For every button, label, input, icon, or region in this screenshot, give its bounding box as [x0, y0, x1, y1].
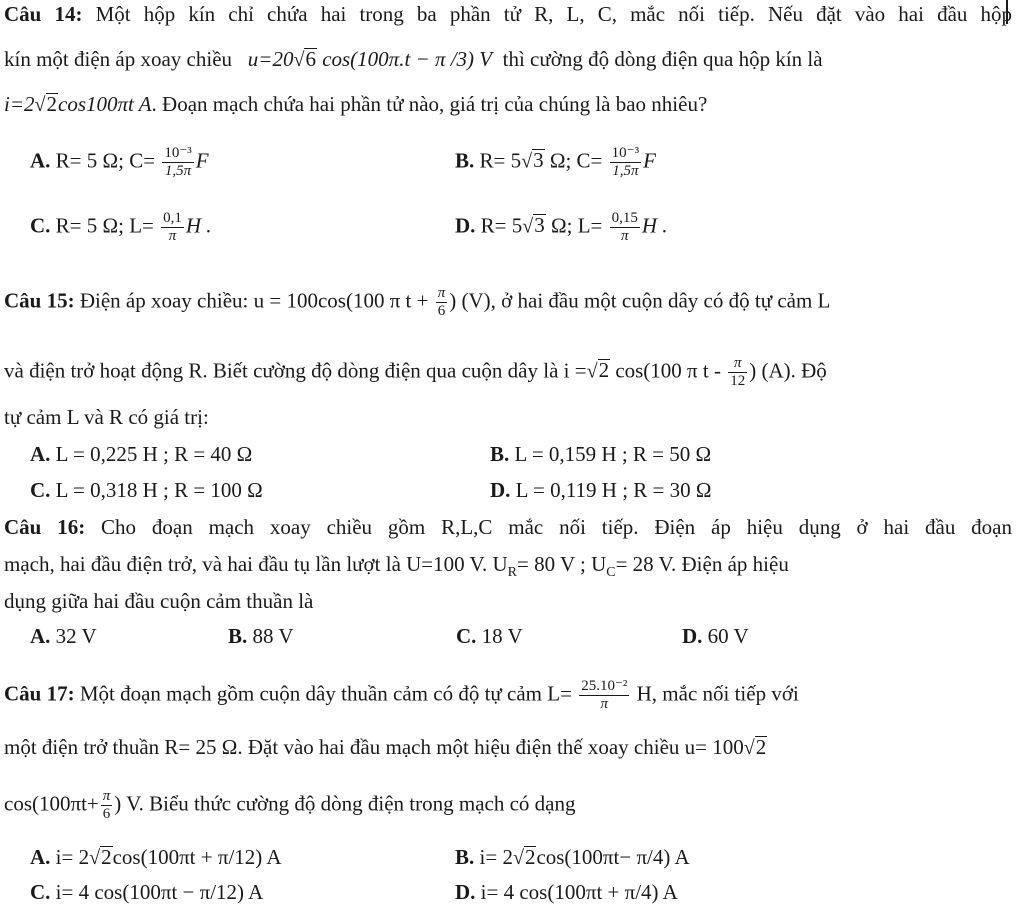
q14-option-b[interactable]	[455, 145, 656, 180]
fraction-num: 10⁻³	[164, 145, 192, 161]
fraction	[579, 678, 629, 713]
fraction	[101, 788, 113, 823]
q14-u-sqrt: 6	[305, 47, 316, 71]
q14-i-expr-b: cos100πt A	[58, 92, 152, 116]
sqrt-icon: √	[586, 360, 598, 383]
option-text: R= 5	[479, 148, 522, 173]
q17-text2a: một điện trở thuần R= 25 Ω. Đặt vào hai đầu mạch một hiệu điện thế xoay chiều u= 100	[4, 735, 744, 759]
option-text: L = 0,225 H ; R = 40 Ω	[55, 442, 253, 466]
fraction-den: π	[168, 228, 177, 244]
option-text: Ω; C=	[549, 148, 603, 173]
option-text: cos(100πt− π/4) A	[536, 845, 690, 869]
fraction-den: 1,5π	[612, 163, 639, 179]
q15-option-d[interactable]	[490, 478, 712, 502]
fraction-num: 0,1	[163, 210, 182, 226]
q16-option-d[interactable]	[682, 624, 749, 648]
q14-option-c[interactable]	[30, 210, 212, 245]
q15-label: Câu 15:	[4, 288, 75, 313]
sqrt-icon: √	[293, 49, 305, 71]
q16-text1: Cho đoạn mạch xoay chiều gồm R,L,C mắc nối tiếp. Điện áp hiệu dụng ở hai đầu đoạn	[101, 515, 1012, 539]
option-letter: D.	[682, 624, 703, 648]
option-letter: C.	[456, 624, 477, 648]
q14-label: Câu 14:	[4, 2, 83, 26]
option-sqrt: 3	[534, 213, 545, 238]
fraction-num: π	[728, 355, 747, 373]
q15-option-a[interactable]	[30, 442, 252, 466]
q16-option-b[interactable]	[228, 624, 294, 648]
q16-line2	[4, 552, 789, 585]
q17-text3a: cos(100πt+	[4, 791, 99, 816]
fraction	[728, 355, 747, 390]
q14-line2	[4, 47, 1012, 72]
option-text: i= 2	[55, 845, 90, 869]
fraction-den: 6	[102, 806, 111, 822]
sqrt-icon: √	[521, 150, 533, 173]
fraction	[610, 145, 641, 180]
fraction	[610, 210, 640, 245]
fraction	[161, 210, 184, 245]
q17-option-c[interactable]	[30, 880, 263, 904]
sqrt-icon: √	[34, 94, 46, 116]
q17-line2	[4, 735, 767, 760]
q15-sqrt: 2	[598, 358, 610, 383]
option-letter: D.	[490, 478, 511, 502]
option-text: L = 0,119 H ; R = 30 Ω	[515, 478, 712, 502]
q15-option-c[interactable]	[30, 478, 263, 502]
q17-option-b[interactable]	[455, 845, 690, 870]
q17-line1	[4, 678, 799, 713]
q17-label: Câu 17:	[4, 681, 75, 706]
q16-option-c[interactable]	[456, 624, 523, 648]
q15-text2b: cos(100 π t -	[615, 358, 721, 383]
fraction-den: π	[621, 228, 629, 244]
q14-line3	[4, 92, 707, 117]
q14-text2a: kín một điện áp xoay chiều	[4, 47, 233, 71]
option-sqrt: 3	[533, 148, 544, 173]
option-text: i= 4 cos(100πt + π/4) A	[480, 880, 678, 904]
q15-text1a: Điện áp xoay chiều: u = 100cos(100 π t +	[79, 288, 429, 313]
q15-line2	[4, 355, 827, 390]
q14-line1	[4, 2, 1012, 26]
option-sqrt: 2	[101, 845, 112, 869]
q14-u-expr-a: u=20	[247, 47, 294, 71]
option-unit: H .	[185, 213, 212, 238]
q15-line1	[4, 285, 830, 320]
fraction-num: 25.10⁻²	[581, 678, 628, 694]
fraction-num: 0,15	[611, 210, 638, 226]
q16-text2: mạch, hai đầu điện trở, và hai đầu tụ lần lượt là U=100 V. U	[4, 552, 508, 576]
option-letter: D.	[455, 213, 476, 238]
fraction	[162, 145, 193, 180]
fraction-num: π	[102, 788, 111, 804]
subscript: C	[606, 565, 616, 581]
option-letter: C.	[30, 478, 51, 502]
fraction	[436, 285, 448, 320]
q14-option-a[interactable]	[30, 145, 209, 180]
option-letter: C.	[30, 880, 51, 904]
q17-line3	[4, 788, 575, 823]
sqrt-icon: √	[522, 215, 534, 238]
q15-text2c: ) (A). Độ	[749, 358, 827, 383]
option-unit: F	[643, 148, 656, 173]
q15-text2a: và điện trở hoạt động R. Biết cường độ dòng điện qua cuộn dây là i =	[4, 358, 587, 383]
option-text: 18 V	[481, 624, 523, 648]
option-text: cos(100πt + π/12) A	[112, 845, 282, 869]
option-letter: B.	[490, 442, 510, 466]
option-letter: B.	[455, 845, 475, 869]
option-text: R= 5 Ω; L=	[55, 213, 154, 238]
q15-text1b: ) (V), ở hai đầu một cuộn dây có độ tự cảm L	[449, 288, 831, 313]
option-text: L = 0,318 H ; R = 100 Ω	[55, 478, 263, 502]
q14-text1: Một hộp kín chỉ chứa hai trong ba phần tử R, L, C, mắc nối tiếp. Nếu đặt vào hai đầu hộp	[95, 2, 1013, 26]
fraction-den: 1,5π	[164, 163, 192, 179]
fraction-den: 6	[437, 303, 446, 319]
option-letter: A.	[30, 442, 51, 466]
option-letter: D.	[455, 880, 476, 904]
option-text: R= 5 Ω; C=	[55, 148, 156, 173]
q14-i-expr-a: i=2	[4, 92, 35, 116]
q16-text2c: = 28 V. Điện áp hiệu	[615, 552, 789, 576]
option-text: 60 V	[707, 624, 749, 648]
option-text: 32 V	[55, 624, 97, 648]
fraction-den: 12	[730, 373, 746, 389]
q15-option-b[interactable]	[490, 442, 711, 466]
option-text: Ω; L=	[551, 213, 603, 238]
q17-text1b: H, mắc nối tiếp với	[636, 681, 799, 706]
option-unit: H .	[641, 213, 668, 238]
q16-option-a[interactable]	[30, 624, 97, 648]
option-text: i= 2	[479, 845, 513, 869]
option-letter: B.	[228, 624, 248, 648]
q17-option-d[interactable]	[455, 880, 678, 904]
q17-option-a[interactable]	[30, 845, 282, 870]
option-text: L = 0,159 H ; R = 50 Ω	[514, 442, 712, 466]
q14-u-expr-b: cos(100π.t − π /3) V	[322, 47, 493, 71]
subscript: R	[507, 565, 517, 581]
option-letter: B.	[455, 148, 475, 173]
option-letter: C.	[30, 213, 51, 238]
q14-text2b: thì cường độ dòng điện qua hộp kín là	[502, 47, 823, 71]
fraction-num: π	[437, 285, 446, 301]
q15-line3: tự cảm L và R có giá trị:	[4, 405, 209, 429]
q16-line1	[4, 515, 1012, 539]
option-sqrt: 2	[524, 845, 536, 869]
q16-text2b: = 80 V ; U	[517, 552, 607, 576]
q17-sqrt: 2	[755, 735, 767, 759]
q16-label: Câu 16:	[4, 515, 86, 539]
option-unit: F	[195, 148, 209, 173]
sqrt-icon: √	[89, 847, 101, 869]
q16-line3: dụng giữa hai đầu cuộn cảm thuần là	[4, 589, 314, 613]
q14-text3b: . Đoạn mạch chứa hai phần tử nào, giá trị của chúng là bao nhiêu?	[151, 92, 708, 116]
sqrt-icon: √	[743, 737, 755, 759]
fraction-num: 10⁻³	[611, 145, 640, 161]
option-letter: A.	[30, 148, 51, 173]
q17-text3b: ) V. Biểu thức cường độ dòng điện trong mạch có dạng	[114, 791, 576, 816]
option-letter: A.	[30, 624, 51, 648]
fraction-den: π	[600, 696, 609, 712]
option-text: R= 5	[480, 213, 523, 238]
q14-option-d[interactable]	[455, 210, 668, 245]
option-text: i= 4 cos(100πt − π/12) A	[55, 880, 264, 904]
option-text: 88 V	[252, 624, 294, 648]
option-letter: A.	[30, 845, 51, 869]
q17-text1a: Một đoạn mạch gồm cuộn dây thuần cảm có độ tự cảm L=	[79, 681, 572, 706]
q14-i-sqrt: 2	[46, 92, 57, 116]
sqrt-icon: √	[512, 847, 524, 869]
